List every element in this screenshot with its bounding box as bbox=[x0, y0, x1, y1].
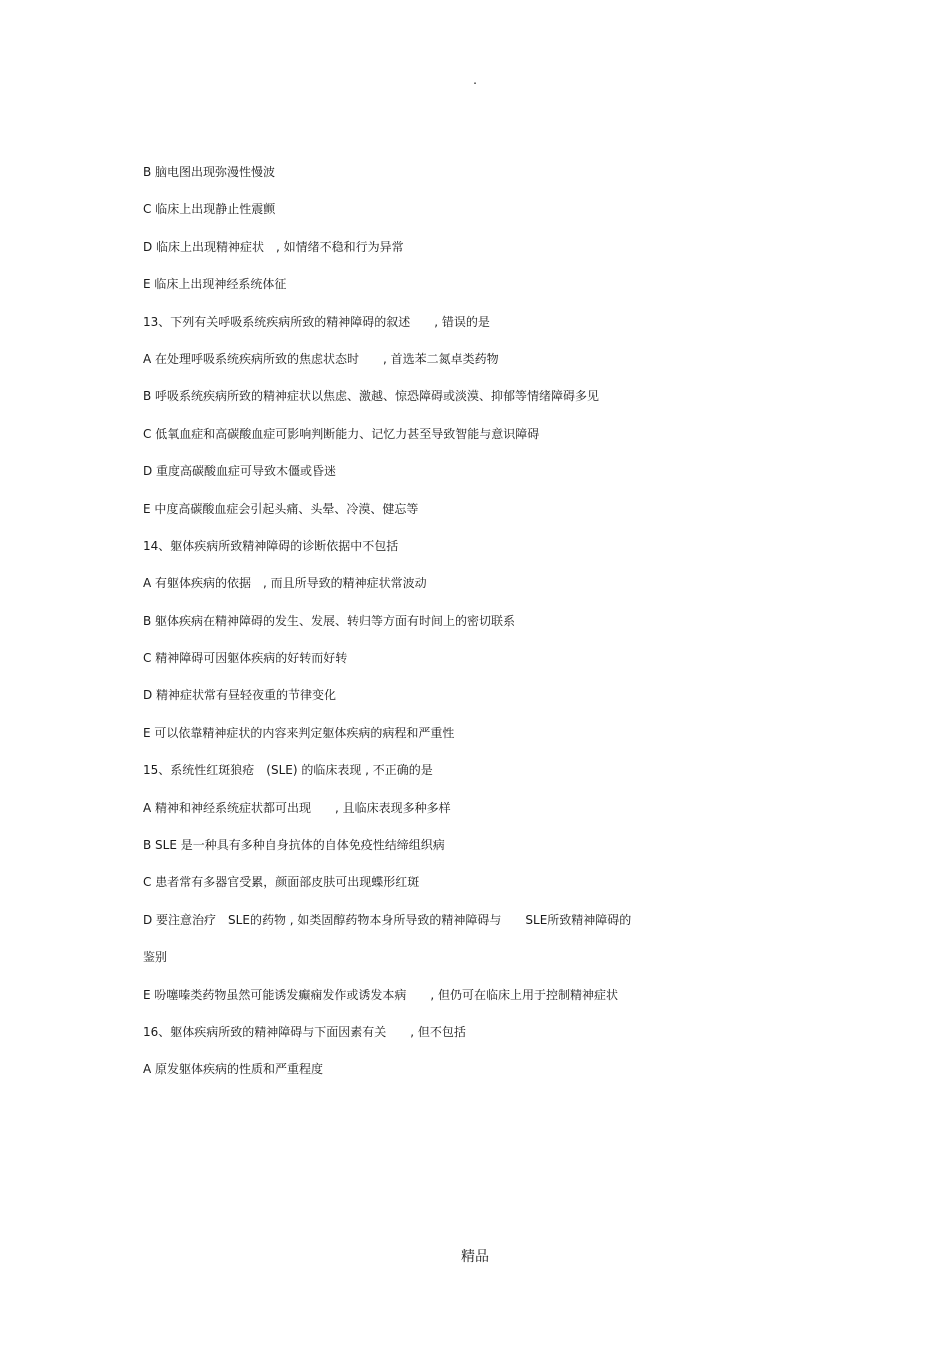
text-line: A 原发躯体疾病的性质和严重程度 bbox=[143, 1062, 324, 1077]
text-line: C 低氧血症和高碳酸血症可影响判断能力、记忆力甚至导致智能与意识障碍 bbox=[143, 426, 540, 441]
text-line: A 有躯体疾病的依据 , 而且所导致的精神症状常波动 bbox=[143, 576, 427, 591]
text-line: D 精神症状常有昼轻夜重的节律变化 bbox=[143, 688, 337, 703]
text-line: D 要注意治疗 SLE的药物 , 如类固醇药物本身所导致的精神障碍与 SLE所致精神障碍的 bbox=[143, 912, 632, 927]
footer-mark: 精品 bbox=[461, 1249, 489, 1265]
text-line: A 在处理呼吸系统疾病所致的焦虑状态时 , 首选苯二氮卓类药物 bbox=[143, 351, 499, 366]
text-line: E 中度高碳酸血症会引起头痛、头晕、冷漠、健忘等 bbox=[143, 501, 419, 516]
question-16-stem: 16、躯体疾病所致的精神障碍与下面因素有关 , 但不包括 bbox=[143, 1024, 466, 1039]
header-mark: . bbox=[473, 73, 477, 87]
question-text-block bbox=[143, 163, 823, 1098]
text-line: E 可以依靠精神症状的内容来判定躯体疾病的病程和严重性 bbox=[143, 725, 455, 740]
text-line: E 吩噻嗪类药物虽然可能诱发癫痫发作或诱发本病 , 但仍可在临床上用于控制精神症状 bbox=[143, 987, 619, 1002]
text-line: 鉴别 bbox=[143, 950, 168, 965]
text-line: B SLE 是一种具有多种自身抗体的自体免疫性结缔组织病 bbox=[143, 838, 445, 853]
text-line: C 患者常有多器官受累，颜面部皮肤可出现蝶形红斑 bbox=[143, 875, 420, 890]
text-line: B 呼吸系统疾病所致的精神症状以焦虑、激越、惊恐障碍或淡漠、抑郁等情绪障碍多见 bbox=[143, 389, 600, 404]
text-line: D 重度高碳酸血症可导致木僵或昏迷 bbox=[143, 464, 337, 479]
text-line: C 精神障碍可因躯体疾病的好转而好转 bbox=[143, 651, 348, 666]
text-line: C 临床上出现静止性震颤 bbox=[143, 202, 276, 217]
text-line: D 临床上出现精神症状 , 如情绪不稳和行为异常 bbox=[143, 239, 404, 254]
question-14-stem: 14、躯体疾病所致精神障碍的诊断依据中不包括 bbox=[143, 538, 399, 553]
text-line: A 精神和神经系统症状都可出现 , 且临床表现多种多样 bbox=[143, 800, 451, 815]
text-line: E 临床上出现神经系统体征 bbox=[143, 277, 287, 292]
text-line: B 脑电图出现弥漫性慢波 bbox=[143, 165, 276, 179]
question-13-stem: 13、下列有关呼吸系统疾病所致的精神障碍的叙述 , 错误的是 bbox=[143, 314, 490, 329]
text-line: B 躯体疾病在精神障碍的发生、发展、转归等方面有时间上的密切联系 bbox=[143, 613, 516, 628]
question-15-stem: 15、系统性红斑狼疮 (SLE) 的临床表现 , 不正确的是 bbox=[143, 763, 433, 778]
